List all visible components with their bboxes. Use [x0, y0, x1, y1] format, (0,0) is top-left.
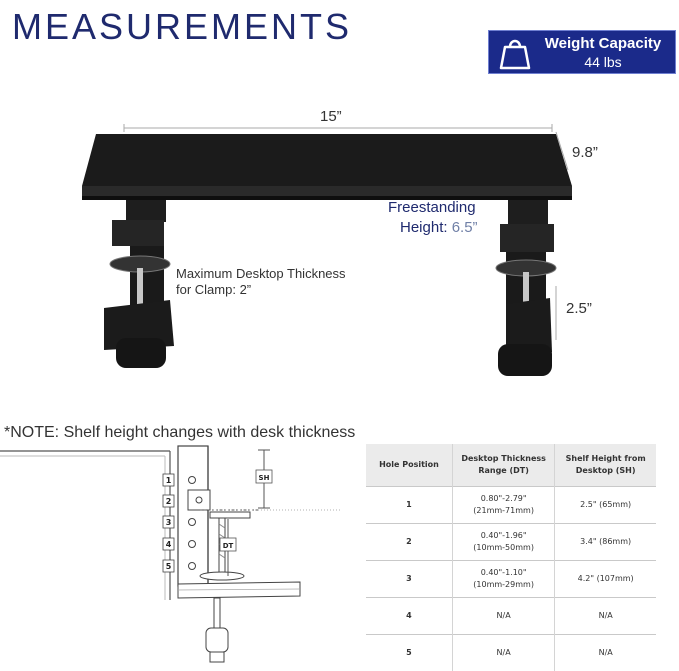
col-shelf-height: Shelf Height from Desktop (SH): [555, 444, 656, 487]
col-desktop-thickness: Desktop Thickness Range (DT): [452, 444, 554, 487]
height-label: Height:: [400, 219, 452, 236]
table-row: [366, 635, 656, 671]
table-row: [366, 524, 656, 561]
cell-dt: N/A: [452, 635, 554, 671]
depth-dimension: 9.8”: [572, 144, 598, 161]
cell-dt-inch: 0.40"-1.96": [455, 530, 552, 542]
cell-sh: 4.2" (107mm): [555, 561, 656, 598]
cell-dt: N/A: [452, 598, 554, 635]
cell-dt: [452, 524, 554, 561]
hole-label-4: 4: [166, 540, 172, 549]
cell-hole: 2: [366, 524, 452, 561]
freestanding-label: Freestanding: [388, 198, 478, 218]
clamp-label-line2: for Clamp: 2”: [176, 282, 346, 298]
shelf-height-note: *NOTE: Shelf height changes with desk thickness: [4, 424, 355, 442]
cell-dt-mm: (10mm-29mm): [455, 579, 552, 591]
clamp-label-line1: Maximum Desktop Thickness: [176, 266, 346, 282]
upright-bracket: [178, 446, 208, 586]
table-row: [366, 487, 656, 524]
cell-dt: [452, 487, 554, 524]
table-row: [366, 598, 656, 635]
width-dimension: 15”: [320, 108, 342, 125]
cell-hole: 3: [366, 561, 452, 598]
hole-label-2: 2: [166, 497, 172, 506]
cell-hole: 5: [366, 635, 452, 671]
cell-sh: 3.4" (86mm): [555, 524, 656, 561]
cell-dt-mm: (21mm-71mm): [455, 505, 552, 517]
page-title: MEASUREMENTS: [12, 6, 352, 48]
cell-sh: 2.5" (65mm): [555, 487, 656, 524]
cell-hole: 4: [366, 598, 452, 635]
weight-capacity-value: 44 lbs: [535, 54, 671, 70]
table-header-row: [366, 444, 656, 487]
cell-dt-inch: 0.80"-2.79": [455, 493, 552, 505]
hole-label-1: 1: [166, 476, 172, 485]
col-hole-position: Hole Position: [366, 444, 452, 487]
cell-dt: [452, 561, 554, 598]
weight-capacity-label: Weight Capacity: [535, 35, 671, 52]
hole-label-5: 5: [166, 562, 172, 571]
cell-sh: N/A: [555, 598, 656, 635]
hole-position-table: [366, 444, 656, 671]
cell-hole: 1: [366, 487, 452, 524]
table-row: [366, 561, 656, 598]
cell-sh: N/A: [555, 635, 656, 671]
sh-label: SH: [259, 474, 270, 482]
hole-label-3: 3: [166, 518, 172, 527]
height-value: 6.5”: [452, 219, 478, 236]
cell-dt-mm: (10mm-50mm): [455, 542, 552, 554]
dt-label: DT: [223, 542, 234, 550]
cell-dt-inch: 0.40"-1.10": [455, 567, 552, 579]
clamp-depth-dimension: 2.5”: [566, 300, 592, 317]
